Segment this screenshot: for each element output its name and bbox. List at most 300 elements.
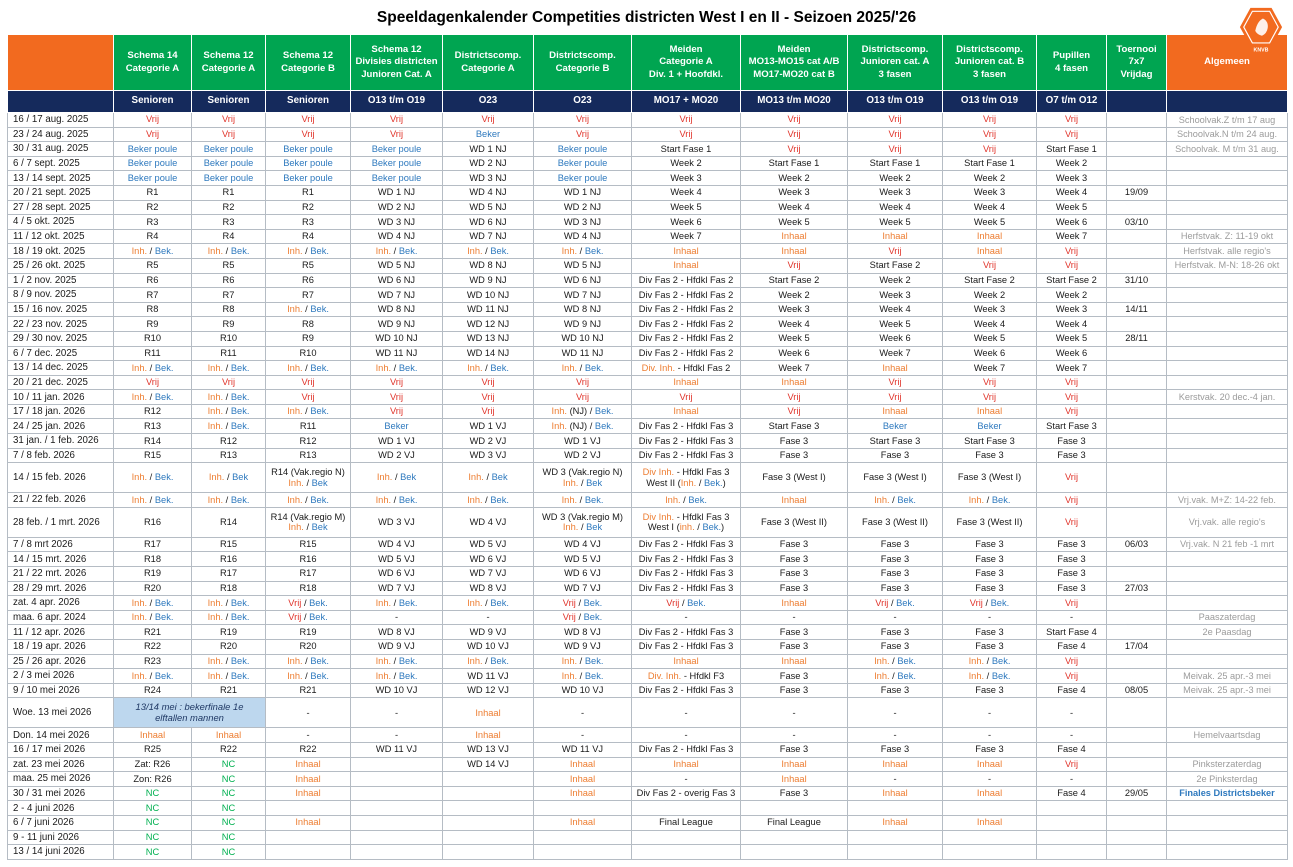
cell: Week 6	[1037, 215, 1107, 230]
cell: Inh. / Bek.	[534, 669, 632, 684]
table-row	[8, 288, 1288, 303]
toernooi-cell	[1107, 757, 1167, 772]
cell: Vrij	[848, 244, 943, 259]
cell: Beker poule	[266, 171, 351, 186]
cell: Inh. / Bek.	[114, 463, 192, 493]
cell: Vrij / Bek.	[534, 610, 632, 625]
algemeen-cell	[1167, 375, 1288, 390]
cell: Inh. / Bek.	[266, 493, 351, 508]
cell: Inhaal	[943, 786, 1037, 801]
algemeen-cell	[1167, 448, 1288, 463]
cell: Fase 3	[741, 567, 848, 582]
cell: NC	[114, 815, 192, 830]
column-header: Algemeen	[1167, 35, 1288, 91]
cell	[534, 845, 632, 860]
cell: Week 4	[943, 317, 1037, 332]
cell: Div. Inh. - Hfdkl F3	[632, 669, 741, 684]
cell: Inhaal	[848, 757, 943, 772]
algemeen-cell	[1167, 331, 1288, 346]
date-cell: 16 / 17 aug. 2025	[8, 113, 114, 128]
cell: Week 3	[741, 185, 848, 200]
cell: Inh. / Bek	[192, 463, 266, 493]
date-cell: 22 / 23 nov. 2025	[8, 317, 114, 332]
cell: Week 3	[632, 171, 741, 186]
cell: WD 11 VJ	[534, 742, 632, 757]
cell: WD 4 NJ	[351, 229, 443, 244]
table-row	[8, 786, 1288, 801]
column-subheader: O13 t/m O19	[848, 91, 943, 113]
cell: Inhaal	[848, 361, 943, 376]
column-subheader: O13 t/m O19	[943, 91, 1037, 113]
cell: Div Fas 2 - Hfdkl Fas 2	[632, 302, 741, 317]
cell: Inhaal	[632, 654, 741, 669]
cell: Vrij	[443, 404, 534, 419]
cell: R3	[192, 215, 266, 230]
cell: WD 12 VJ	[443, 683, 534, 698]
cell: WD 9 NJ	[534, 317, 632, 332]
column-header: Schema 12 Divisies districten Junioren Cat. A	[351, 35, 443, 91]
cell: R18	[114, 552, 192, 567]
cell: Fase 3	[943, 625, 1037, 640]
cell	[443, 815, 534, 830]
cell: NC	[114, 830, 192, 845]
cell: R16	[192, 552, 266, 567]
cell: Vrij	[266, 375, 351, 390]
cell: Zon: R26	[114, 772, 192, 787]
cell: Fase 3	[741, 434, 848, 449]
cell: Div Fas 2 - Hfdkl Fas 2	[632, 317, 741, 332]
date-cell: 17 / 18 jan. 2026	[8, 404, 114, 419]
cell: Fase 3 (West I)	[741, 463, 848, 493]
cell: Inhaal	[741, 375, 848, 390]
algemeen-cell: Paaszaterdag	[1167, 610, 1288, 625]
toernooi-cell	[1107, 317, 1167, 332]
cell: WD 6 NJ	[443, 215, 534, 230]
cell: Vrij	[943, 258, 1037, 273]
cell: Fase 3	[943, 683, 1037, 698]
cell: Inh. / Bek.	[534, 493, 632, 508]
cell: Inhaal	[943, 229, 1037, 244]
cell: R2	[266, 200, 351, 215]
cell: WD 10 NJ	[443, 288, 534, 303]
cell: Fase 3	[741, 669, 848, 684]
cell	[443, 830, 534, 845]
cell: Week 2	[943, 288, 1037, 303]
column-header: Pupillen 4 fasen	[1037, 35, 1107, 91]
cell: Beker poule	[266, 156, 351, 171]
cell: -	[741, 698, 848, 728]
date-cell: 6 / 7 sept. 2025	[8, 156, 114, 171]
cell: Week 4	[741, 200, 848, 215]
cell	[741, 801, 848, 816]
cell: Week 3	[1037, 302, 1107, 317]
cell: Vrij	[741, 404, 848, 419]
cell: Fase 3	[741, 448, 848, 463]
cell: R14 (Vak.regio N) Inh. / Bek	[266, 463, 351, 493]
cell: Start Fase 3	[1037, 419, 1107, 434]
cell: Vrij	[114, 375, 192, 390]
toernooi-cell	[1107, 258, 1167, 273]
toernooi-cell: 31/10	[1107, 273, 1167, 288]
cell: Start Fase 2	[741, 273, 848, 288]
cell: Vrij	[741, 142, 848, 157]
subheader-row	[8, 91, 1288, 113]
cell	[848, 801, 943, 816]
table-row	[8, 317, 1288, 332]
cell: Week 4	[1037, 317, 1107, 332]
table-row	[8, 302, 1288, 317]
table-row	[8, 742, 1288, 757]
column-subheader: Senioren	[192, 91, 266, 113]
table-row	[8, 390, 1288, 405]
date-cell: 6 / 7 dec. 2025	[8, 346, 114, 361]
cell: R11	[266, 419, 351, 434]
cell: Inh. / Bek	[351, 463, 443, 493]
cell: Vrij	[192, 113, 266, 128]
cell	[943, 801, 1037, 816]
date-cell: Woe. 13 mei 2026	[8, 698, 114, 728]
svg-text:KNVB: KNVB	[1253, 47, 1269, 54]
cell	[534, 801, 632, 816]
cell: Vrij / Bek.	[943, 596, 1037, 611]
cell: Fase 4	[1037, 683, 1107, 698]
cell: R21	[266, 683, 351, 698]
cell: -	[351, 610, 443, 625]
cell: WD 11 VJ	[351, 742, 443, 757]
algemeen-cell	[1167, 654, 1288, 669]
cell: Vrij	[114, 127, 192, 142]
cell: Fase 3	[943, 552, 1037, 567]
toernooi-cell	[1107, 434, 1167, 449]
cell: Week 2	[741, 288, 848, 303]
cell: WD 3 (Vak.regio M) Inh. / Bek	[534, 507, 632, 537]
cell: WD 7 VJ	[534, 581, 632, 596]
date-cell: 18 / 19 okt. 2025	[8, 244, 114, 259]
cell: Week 5	[1037, 200, 1107, 215]
cell: WD 5 VJ	[443, 537, 534, 552]
cell: R7	[266, 288, 351, 303]
table-row	[8, 331, 1288, 346]
cell: Inh. (NJ) / Bek.	[534, 419, 632, 434]
cell	[741, 845, 848, 860]
column-subheader	[1107, 91, 1167, 113]
toernooi-cell	[1107, 610, 1167, 625]
cell: WD 6 NJ	[534, 273, 632, 288]
algemeen-cell: Vrj.vak. alle regio's	[1167, 507, 1288, 537]
cell: Fase 3	[741, 742, 848, 757]
cell: Fase 3	[943, 640, 1037, 655]
cell: Vrij	[192, 375, 266, 390]
cell: WD 11 NJ	[351, 346, 443, 361]
cell: WD 11 NJ	[443, 302, 534, 317]
algemeen-cell	[1167, 302, 1288, 317]
cell: Inhaal	[266, 757, 351, 772]
cell: Vrij / Bek.	[632, 596, 741, 611]
cell: WD 6 VJ	[351, 567, 443, 582]
date-cell: 20 / 21 dec. 2025	[8, 375, 114, 390]
cell: WD 7 NJ	[534, 288, 632, 303]
cell: R17	[114, 537, 192, 552]
cell: Start Fase 1	[741, 156, 848, 171]
cell: WD 13 NJ	[443, 331, 534, 346]
cell: Beker poule	[351, 171, 443, 186]
cell: NC	[192, 830, 266, 845]
cell: Div Fas 2 - Hfdkl Fas 3	[632, 625, 741, 640]
cell: R6	[192, 273, 266, 288]
cell: R1	[266, 185, 351, 200]
cell: Fase 3 (West II)	[943, 507, 1037, 537]
cell: Fase 4	[1037, 640, 1107, 655]
column-header: Toernooi 7x7 Vrijdag	[1107, 35, 1167, 91]
cell: Inh. / Bek.	[943, 493, 1037, 508]
cell: WD 7 VJ	[351, 581, 443, 596]
column-subheader	[1167, 91, 1288, 113]
algemeen-cell	[1167, 215, 1288, 230]
cell: Fase 3 (West II)	[741, 507, 848, 537]
cell: Week 5	[741, 215, 848, 230]
cell: Start Fase 2	[848, 258, 943, 273]
cell: Div Fas 2 - Hfdkl Fas 2	[632, 288, 741, 303]
cell: Inhaal	[632, 244, 741, 259]
cell	[443, 786, 534, 801]
cell: WD 7 NJ	[351, 288, 443, 303]
algemeen-cell: Hemelvaartsdag	[1167, 728, 1288, 743]
toernooi-cell	[1107, 375, 1167, 390]
cell: Div Fas 2 - Hfdkl Fas 2	[632, 346, 741, 361]
cell: Beker poule	[351, 156, 443, 171]
cell: Inh. / Bek.	[266, 669, 351, 684]
cell: Inh. / Bek.	[534, 361, 632, 376]
cell: Start Fase 3	[741, 419, 848, 434]
cell: Inhaal	[443, 698, 534, 728]
cell: WD 4 NJ	[534, 229, 632, 244]
cell: Vrij	[534, 375, 632, 390]
toernooi-cell	[1107, 625, 1167, 640]
cell: -	[943, 728, 1037, 743]
algemeen-cell: Kerstvak. 20 dec.-4 jan.	[1167, 390, 1288, 405]
cell: Vrij	[351, 404, 443, 419]
cell: Vrij	[1037, 493, 1107, 508]
date-cell: 21 / 22 mrt. 2026	[8, 567, 114, 582]
cell: Div Fas 2 - Hfdkl Fas 2	[632, 331, 741, 346]
cell	[351, 845, 443, 860]
cell: WD 10 NJ	[534, 331, 632, 346]
cell: R18	[192, 581, 266, 596]
toernooi-cell: 14/11	[1107, 302, 1167, 317]
toernooi-cell	[1107, 404, 1167, 419]
cell: Vrij	[632, 127, 741, 142]
cell: Inh. / Bek.	[266, 404, 351, 419]
cell: Beker	[443, 127, 534, 142]
cell: Week 5	[848, 317, 943, 332]
cell: Div Fas 2 - Hfdkl Fas 3	[632, 537, 741, 552]
cell: Vrij	[943, 375, 1037, 390]
table-row	[8, 728, 1288, 743]
cell: R20	[192, 640, 266, 655]
cell: Fase 3 (West I)	[943, 463, 1037, 493]
cell: Fase 3	[741, 640, 848, 655]
cell: Vrij / Bek.	[266, 596, 351, 611]
cell	[1037, 801, 1107, 816]
cell: NC	[192, 757, 266, 772]
cell: Start Fase 1	[1037, 142, 1107, 157]
cell: Inhaal	[741, 772, 848, 787]
cell: Fase 3	[741, 537, 848, 552]
date-cell: 10 / 11 jan. 2026	[8, 390, 114, 405]
cell: R8	[266, 317, 351, 332]
cell: Div Fas 2 - Hfdkl Fas 3	[632, 742, 741, 757]
algemeen-cell	[1167, 463, 1288, 493]
cell: R22	[266, 742, 351, 757]
cell: Inhaal	[848, 786, 943, 801]
cell: R15	[266, 537, 351, 552]
cell: Vrij	[848, 127, 943, 142]
cell: NC	[192, 786, 266, 801]
cell: R11	[192, 346, 266, 361]
cell: Start Fase 1	[632, 142, 741, 157]
cell: Vrij	[534, 113, 632, 128]
cell: Week 2	[741, 171, 848, 186]
algemeen-cell: Pinksterzaterdag	[1167, 757, 1288, 772]
cell: Inhaal	[632, 404, 741, 419]
algemeen-cell: 2e Paasdag	[1167, 625, 1288, 640]
cell	[443, 801, 534, 816]
cell: Beker poule	[114, 171, 192, 186]
cell: Week 6	[943, 346, 1037, 361]
cell: Vrij	[114, 113, 192, 128]
cell: Div Fas 2 - Hfdkl Fas 3	[632, 640, 741, 655]
cell: Inhaal	[943, 404, 1037, 419]
cell: R1	[114, 185, 192, 200]
cell: Week 7	[741, 361, 848, 376]
cell	[443, 772, 534, 787]
cell: Final League	[741, 815, 848, 830]
cell: Inh. / Bek.	[443, 244, 534, 259]
algemeen-cell	[1167, 581, 1288, 596]
cell: Vrij	[943, 142, 1037, 157]
cell: Div Fas 2 - Hfdkl Fas 3	[632, 567, 741, 582]
cell: Inh. / Bek.	[848, 493, 943, 508]
toernooi-cell	[1107, 815, 1167, 830]
cell: Beker poule	[192, 142, 266, 157]
algemeen-cell	[1167, 171, 1288, 186]
table-row	[8, 610, 1288, 625]
cell: Vrij	[266, 127, 351, 142]
cell: R10	[114, 331, 192, 346]
cell: Week 5	[848, 215, 943, 230]
cell: WD 11 VJ	[443, 669, 534, 684]
cell: -	[632, 772, 741, 787]
cell: R13	[266, 448, 351, 463]
cell: Div Fas 2 - Hfdkl Fas 3	[632, 419, 741, 434]
table-row	[8, 273, 1288, 288]
cell: R24	[114, 683, 192, 698]
cell: WD 12 NJ	[443, 317, 534, 332]
cell: Vrij	[632, 113, 741, 128]
cell: R5	[192, 258, 266, 273]
cell: R15	[192, 537, 266, 552]
cell: Vrij	[1037, 375, 1107, 390]
cell: R21	[114, 625, 192, 640]
date-cell: 7 / 8 mrt 2026	[8, 537, 114, 552]
cell: R2	[114, 200, 192, 215]
cell: Beker poule	[534, 142, 632, 157]
cell: Start Fase 4	[1037, 625, 1107, 640]
cell: Fase 3	[848, 640, 943, 655]
algemeen-cell	[1167, 361, 1288, 376]
cell: Week 2	[943, 171, 1037, 186]
cell: WD 9 NJ	[351, 317, 443, 332]
cell: Vrij	[443, 113, 534, 128]
cell: Fase 3	[848, 448, 943, 463]
cell: WD 2 NJ	[443, 156, 534, 171]
cell: WD 4 NJ	[443, 185, 534, 200]
cell: NC	[114, 845, 192, 860]
cell: Inh. / Bek.	[943, 669, 1037, 684]
cell: Inhaal	[943, 815, 1037, 830]
cell: Week 6	[741, 346, 848, 361]
cell: R20	[114, 581, 192, 596]
date-cell: Don. 14 mei 2026	[8, 728, 114, 743]
cell: Inh. / Bek.	[114, 390, 192, 405]
cell: Inh. / Bek.	[114, 610, 192, 625]
cell: -	[848, 772, 943, 787]
date-cell: 13 / 14 dec. 2025	[8, 361, 114, 376]
cell: Vrij	[266, 113, 351, 128]
cell: WD 3 NJ	[443, 171, 534, 186]
cell: Fase 3	[943, 581, 1037, 596]
date-cell: 20 / 21 sept. 2025	[8, 185, 114, 200]
algemeen-cell: Herfstvak. Z: 11-19 okt	[1167, 229, 1288, 244]
cell: Inh. / Bek.	[192, 596, 266, 611]
cell: R12	[114, 404, 192, 419]
cell: Fase 3	[848, 742, 943, 757]
cell: Week 7	[1037, 229, 1107, 244]
cell: Week 4	[741, 317, 848, 332]
date-cell: 9 / 10 mei 2026	[8, 683, 114, 698]
cell: NC	[114, 801, 192, 816]
cell: Fase 3	[741, 786, 848, 801]
algemeen-cell	[1167, 815, 1288, 830]
cell	[351, 772, 443, 787]
cell: R14	[114, 434, 192, 449]
table-row	[8, 683, 1288, 698]
cell: WD 8 NJ	[443, 258, 534, 273]
cell: Inh. / Bek.	[443, 596, 534, 611]
date-cell: 23 / 24 aug. 2025	[8, 127, 114, 142]
cell: Fase 3	[1037, 537, 1107, 552]
toernooi-cell	[1107, 419, 1167, 434]
date-cell: 13 / 14 sept. 2025	[8, 171, 114, 186]
cell: Inhaal	[848, 229, 943, 244]
toernooi-cell	[1107, 156, 1167, 171]
cell: WD 7 NJ	[443, 229, 534, 244]
cell: R25	[114, 742, 192, 757]
cell: R5	[114, 258, 192, 273]
cell: WD 9 VJ	[443, 625, 534, 640]
cell: WD 4 VJ	[534, 537, 632, 552]
cell: Vrij	[1037, 463, 1107, 493]
cell: WD 8 NJ	[351, 302, 443, 317]
date-cell: 7 / 8 feb. 2026	[8, 448, 114, 463]
cell: Inh. / Bek.	[192, 654, 266, 669]
column-subheader: MO13 t/m MO20	[741, 91, 848, 113]
cell: WD 10 VJ	[443, 640, 534, 655]
date-cell: 18 / 19 apr. 2026	[8, 640, 114, 655]
cell: WD 3 NJ	[351, 215, 443, 230]
cell: R7	[114, 288, 192, 303]
toernooi-cell	[1107, 113, 1167, 128]
